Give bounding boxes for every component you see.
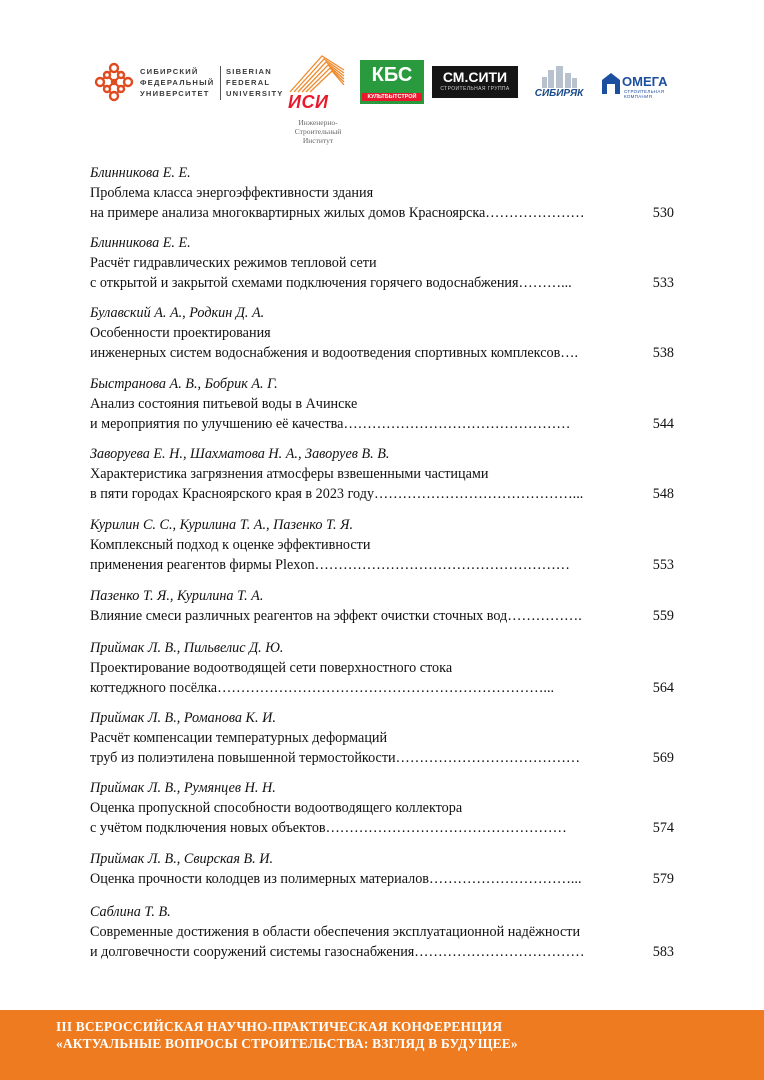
toc-page-number: 548: [652, 486, 674, 502]
toc-page-number: 553: [652, 557, 674, 573]
smcity-logo: [432, 66, 518, 98]
kbs-bar: КУЛЬТБЫТСТРОЙ: [362, 93, 422, 101]
toc-page-number: 530: [652, 205, 674, 221]
smcity-subtitle: СТРОИТЕЛЬНАЯ ГРУППА: [440, 86, 510, 92]
toc-page-number: 538: [652, 345, 674, 361]
skyline-icon: [526, 64, 592, 90]
toc-title-line: Анализ состояния питьевой воды в Ачинске: [90, 396, 358, 412]
sfu-name-en: SIBERIAN FEDERAL UNIVERSITY: [226, 67, 284, 98]
toc-entry: [90, 638, 676, 698]
toc-entry: [90, 303, 676, 363]
toc-entry: [90, 515, 676, 575]
omega-building-icon: [600, 70, 622, 96]
toc-title-line: Характеристика загрязнения атмосферы взвешенными частицами: [90, 466, 489, 482]
toc-entry: [90, 778, 676, 838]
toc-title-line: на примере анализа многоквартирных жилых домов Красноярска…………………: [90, 205, 585, 221]
toc-authors: Блинникова Е. Е.: [90, 165, 191, 181]
toc-page-number: 544: [652, 416, 674, 432]
toc-title-line: и долговечности сооружений системы газоснабжения………………………………: [90, 944, 585, 960]
toc-title-line: применения реагентов фирмы Plexon………………………………………………: [90, 557, 570, 573]
kbs-logo: [360, 60, 424, 104]
toc-entry: [90, 163, 676, 223]
smcity-title: СМ.СИТИ: [442, 69, 508, 85]
toc-title-line: с открытой и закрытой схемами подключения горячего водоснабжения………...: [90, 275, 572, 291]
toc-page-number: 574: [652, 820, 674, 836]
conference-footer: [0, 1010, 764, 1080]
toc-authors: Приймак Л. В., Романова К. И.: [90, 710, 276, 726]
toc-title-line: Проектирование водоотводящей сети поверхностного стока: [90, 660, 453, 676]
toc-title-line: Проблема класса энергоэффективности здания: [90, 185, 374, 201]
toc-authors: Быстранова А. В., Бобрик А. Г.: [90, 376, 278, 392]
toc-entry: [90, 233, 676, 293]
omega-subtitle: СТРОИТЕЛЬНАЯ КОМПАНИЯ: [624, 89, 665, 99]
toc-title-line: и мероприятия по улучшению её качества…………………………………………: [90, 416, 571, 432]
toc-title-line: Современные достижения в области обеспечения эксплуатационной надёжности: [90, 924, 581, 940]
toc-page-number: 533: [652, 275, 674, 291]
toc-title-line: Оценка прочности колодцев из полимерных материалов…………………………...: [90, 871, 582, 887]
footer-line-2: «АКТУАЛЬНЫЕ ВОПРОСЫ СТРОИТЕЛЬСТВА: ВЗГЛЯД В БУДУЩЕЕ»: [56, 1036, 518, 1051]
toc-entry: [90, 708, 676, 768]
toc-entry: [90, 444, 676, 504]
toc-title-line: Оценка пропускной способности водоотводящего коллектора: [90, 800, 463, 816]
toc-title-line: инженерных систем водоснабжения и водоотведения спортивных комплексов….: [90, 345, 579, 361]
toc-authors: Блинникова Е. Е.: [90, 235, 191, 251]
partner-logos: [0, 0, 764, 160]
footer-line-1: III ВСЕРОССИЙСКАЯ НАУЧНО-ПРАКТИЧЕСКАЯ КОНФЕРЕНЦИЯ: [56, 1019, 503, 1034]
sibiryak-logo: [526, 64, 592, 104]
toc-authors: Курилин С. С., Курилина Т. А., Пазенко Т. Я.: [90, 517, 354, 533]
isi-logo: [282, 50, 354, 148]
toc-page-number: 583: [652, 944, 674, 960]
isi-mark: ИСИ: [288, 92, 329, 112]
toc-title-line: Влияние смеси различных реагентов на эффект очистки сточных вод…………….: [90, 608, 582, 624]
toc-authors: Приймак Л. В., Пильвелис Д. Ю.: [90, 640, 284, 656]
omega-text: ОМЕГА: [622, 74, 668, 89]
toc-title-line: Расчёт гидравлических режимов тепловой сети: [90, 255, 377, 271]
toc-entry: [90, 902, 676, 962]
isi-subtitle: Инженерно- Строительный Институт: [294, 118, 342, 145]
toc-authors: Саблина Т. В.: [90, 904, 171, 920]
toc-authors: Приймак Л. В., Румянцев Н. Н.: [90, 780, 276, 796]
sfu-emblem-icon: [92, 60, 136, 104]
kbs-letters: КБС: [371, 64, 413, 86]
isi-roof-icon: [282, 50, 354, 96]
toc-title-line: Особенности проектирования: [90, 325, 271, 341]
sfu-name-ru: СИБИРСКИЙ ФЕДЕРАЛЬНЫЙ УНИВЕРСИТЕТ: [140, 67, 215, 98]
toc-authors: Булавский А. А., Родкин Д. А.: [90, 305, 265, 321]
omega-logo: [600, 68, 682, 100]
toc-authors: Приймак Л. В., Свирская В. И.: [90, 851, 274, 867]
toc-page-number: 579: [652, 871, 674, 887]
toc-authors: Заворуева Е. Н., Шахматова Н. А., Заворуев В. В.: [90, 446, 390, 462]
toc-entry: [90, 849, 676, 889]
toc-title-line: труб из полиэтилена повышенной термостойкости…………………………………: [90, 750, 581, 766]
toc-entry: [90, 586, 676, 626]
toc-page-number: 564: [652, 680, 674, 696]
toc-title-line: Комплексный подход к оценке эффективности: [90, 537, 371, 553]
toc-authors: Пазенко Т. Я., Курилина Т. А.: [90, 588, 264, 604]
sibiryak-text: СИБИРЯК: [534, 88, 584, 99]
toc-page-number: 569: [652, 750, 674, 766]
toc-title-line: коттеджного посёлка……………………………………………………………...: [90, 680, 555, 696]
sfu-logo: [92, 58, 282, 110]
toc-title-line: в пяти городах Красноярского края в 2023 году……………………………………...: [90, 486, 584, 502]
toc-title-line: с учётом подключения новых объектов……………………………………………: [90, 820, 567, 836]
sfu-divider: [220, 66, 221, 100]
toc-page-number: 559: [652, 608, 674, 624]
toc-entry: [90, 374, 676, 434]
toc-title-line: Расчёт компенсации температурных деформаций: [90, 730, 388, 746]
